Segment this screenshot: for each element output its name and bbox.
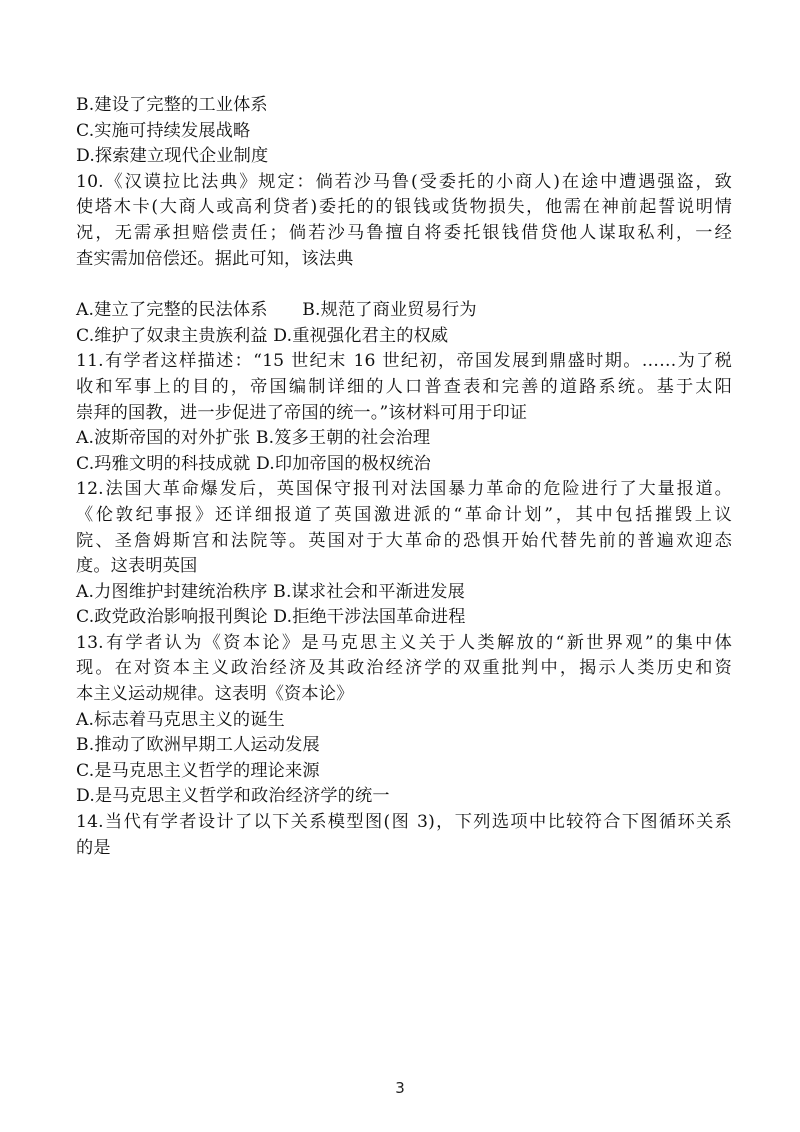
text-line: 崇拜的国教，进一步促进了帝国的统一。”该材料可用于印证 bbox=[76, 402, 528, 423]
blank-line bbox=[76, 272, 732, 298]
text-line: B.建设了完整的工业体系 bbox=[76, 95, 268, 115]
text-line: 况，无需承担赔偿责任；倘若沙马鲁擅自将委托银钱借贷他人谋取私利，一经 bbox=[76, 222, 732, 243]
text-line: A.波斯帝国的对外扩张 B.笈多王朝的社会治理 bbox=[76, 428, 431, 449]
text-line: 现。在对资本主义政治经济及其政治经济学的双重批判中，揭示人类历史和资 bbox=[76, 658, 732, 679]
text-line: A.力图维护封建统治秩序 B.谋求社会和平渐进发展 bbox=[76, 581, 465, 602]
text-line: C.是马克思主义哲学的理论来源 bbox=[76, 760, 320, 781]
document-body bbox=[76, 93, 732, 861]
text-line: 院、圣詹姆斯宫和法院等。英国对于大革命的恐惧开始代替先前的普遍欢迎态 bbox=[76, 530, 732, 551]
text-line: C.维护了奴隶主贵族利益 D.重视强化君主的权威 bbox=[76, 325, 449, 346]
text-line: B.推动了欧洲早期工人运动发展 bbox=[76, 735, 320, 756]
text-line: 12.法国大革命爆发后，英国保守报刊对法国暴力革命的危险进行了大量报道。 bbox=[76, 479, 732, 500]
text-line: A.标志着马克思主义的诞生 bbox=[76, 709, 285, 730]
text-line: C.实施可持续发展战略 bbox=[76, 120, 251, 141]
text-line: D.探索建立现代企业制度 bbox=[76, 146, 269, 167]
text-line: D.是马克思主义哲学和政治经济学的统一 bbox=[76, 786, 390, 807]
text-line: 收和军事上的目的，帝国编制详细的人口普查表和完善的道路系统。基于太阳 bbox=[76, 376, 732, 397]
page-number: 3 bbox=[395, 1079, 405, 1097]
text-line: 《伦敦纪事报》还详细报道了英国激进派的“革命计划”，其中包括摧毁上议 bbox=[76, 504, 732, 525]
text-line: 13.有学者认为《资本论》是马克思主义关于人类解放的“新世界观”的集中体 bbox=[76, 632, 732, 653]
text-line: 使塔木卡(大商人或高利贷者)委托的的银钱或货物损失，他需在神前起誓说明情 bbox=[76, 197, 732, 218]
text-line: 10.《汉谟拉比法典》规定：倘若沙马鲁(受委托的小商人)在途中遭遇强盗，致 bbox=[76, 171, 732, 192]
text-line: 11.有学者这样描述：“15 世纪末 16 世纪初，帝国发展到鼎盛时期。……为了税 bbox=[76, 351, 732, 372]
text-line: 14.当代有学者设计了以下关系模型图(图 3)，下列选项中比较符合下图循环关系 bbox=[76, 812, 732, 833]
text-line: 本主义运动规律。这表明《资本论》 bbox=[76, 684, 354, 705]
text-line: C.政党政治影响报刊舆论 D.拒绝干涉法国革命进程 bbox=[76, 607, 466, 628]
text-line: 的是 bbox=[76, 837, 111, 858]
text-line: 查实需加倍偿还。据此可知，该法典 bbox=[76, 248, 354, 269]
text-line: C.玛雅文明的科技成就 D.印加帝国的极权统治 bbox=[76, 453, 431, 474]
text-line: A.建立了完整的民法体系 B.规范了商业贸易行为 bbox=[76, 300, 477, 321]
text-line: 度。这表明英国 bbox=[76, 556, 198, 577]
